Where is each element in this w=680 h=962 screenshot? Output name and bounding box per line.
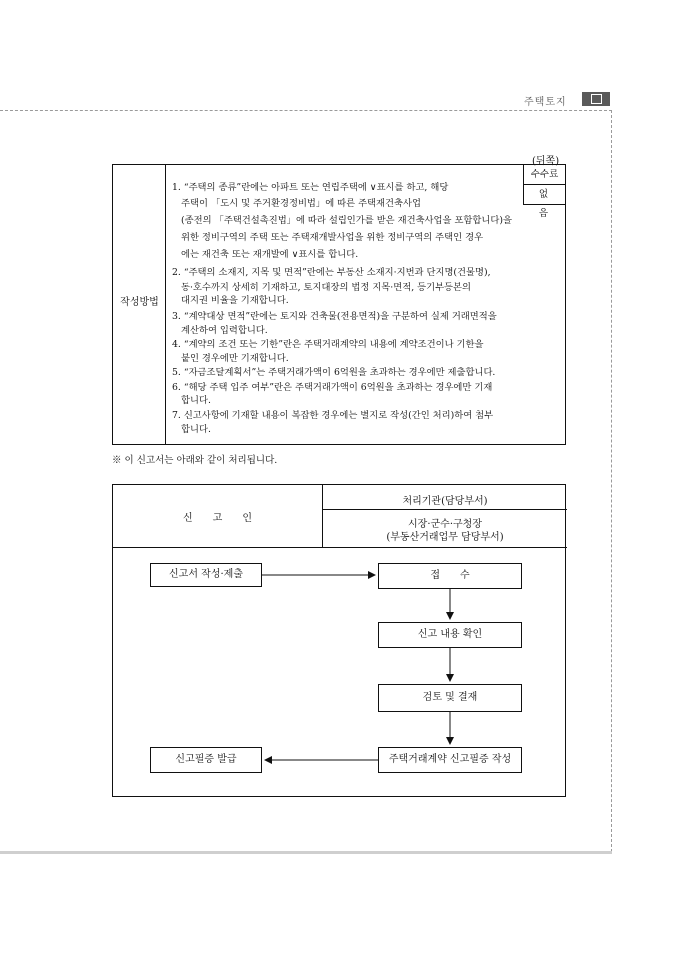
instruction-line: 에는 재건축 또는 재개발에 ∨표시를 합니다. xyxy=(181,249,359,260)
fee-value: 없 음 xyxy=(538,189,555,219)
instruction-line: 합니다. xyxy=(181,424,211,435)
reporter-header: 신 고 인 xyxy=(183,513,252,524)
instruction-line: 7. 신고사항에 기재할 내용이 복잡한 경우에는 별지로 작성(간인 처리)하여 첨부 xyxy=(172,410,494,421)
instruction-line: 붙인 경우에만 기재합니다. xyxy=(181,353,289,364)
agency-header: 처리기관(담당부서) xyxy=(402,496,488,507)
instruction-line: 6. “해당 주택 입주 여부”란은 주택거래가액이 6억원을 초과하는 경우에만 기재 xyxy=(172,382,493,393)
step-verify: 신고 내용 확인 xyxy=(378,622,522,648)
top-dashed-border xyxy=(0,110,612,111)
instruction-line: 주택이 「도시 및 주거환경정비법」에 따른 주택재건축사업 xyxy=(181,198,421,209)
method-column xyxy=(113,165,166,444)
flow-arrows xyxy=(113,485,567,798)
instruction-line: 합니다. xyxy=(181,395,211,406)
instruction-line: 1. “주택의 종류”란에는 아파트 또는 연립주택에 ∨표시를 하고, 해당 xyxy=(172,182,449,193)
method-label: 작성방법 xyxy=(120,297,159,308)
instruction-line: 위한 정비구역의 주택 또는 주택재개발사업을 위한 정비구역의 주택인 경우 xyxy=(181,232,484,243)
section-marker-icon xyxy=(582,92,610,106)
section-label: 주택토지 xyxy=(524,97,567,108)
instruction-line: 대지권 비율을 기재합니다. xyxy=(181,295,289,306)
instruction-line: 3. “계약대상 면적”란에는 토지와 건축물(전용면적)을 구분하여 실제 거래면적을 xyxy=(172,311,497,322)
step-submit: 신고서 작성·제출 xyxy=(150,563,262,587)
step-review: 검토 및 결재 xyxy=(378,684,522,712)
instruction-line: 동·호수까지 상세히 기재하고, 토지대장의 법정 지목·면적, 등기부등본의 xyxy=(181,282,471,293)
fee-label: 수수료 xyxy=(524,165,565,185)
processing-note: ※ 이 신고서는 아래와 같이 처리됩니다. xyxy=(112,455,278,466)
process-flow-table xyxy=(112,484,566,797)
agency-sub-1: 시장·군수·구청장 xyxy=(408,519,482,530)
instructions-table xyxy=(112,164,566,445)
instruction-line: (종전의 「주택건설촉진법」에 따라 설립인가를 받은 재건축사업을 포함합니다)을 xyxy=(181,215,512,226)
agency-sub-2: (부동산거래업무 담당부서) xyxy=(386,532,504,543)
right-dashed-border xyxy=(611,110,612,852)
back-side-label: (뒤쪽) xyxy=(532,156,560,167)
instruction-line: 5. “자금조달계획서”는 주택거래가액이 6억원을 초과하는 경우에만 제출합니다. xyxy=(172,367,496,378)
instruction-line: 계산하여 입력합니다. xyxy=(181,325,268,336)
step-issue-cert: 신고필증 발급 xyxy=(150,747,262,773)
step-create-cert: 주택거래계약 신고필증 작성 xyxy=(378,747,522,773)
fee-box xyxy=(523,165,565,219)
instruction-line: 4. “계약의 조건 또는 기한”란은 주택거래계약의 내용에 계약조건이나 기한을 xyxy=(172,339,484,350)
bottom-border xyxy=(0,851,612,854)
instruction-line: 2. “주택의 소재지, 지목 및 면적”란에는 부동산 소재지·지번과 단지명(건물명), xyxy=(172,267,491,278)
step-receive: 접 수 xyxy=(378,563,522,589)
